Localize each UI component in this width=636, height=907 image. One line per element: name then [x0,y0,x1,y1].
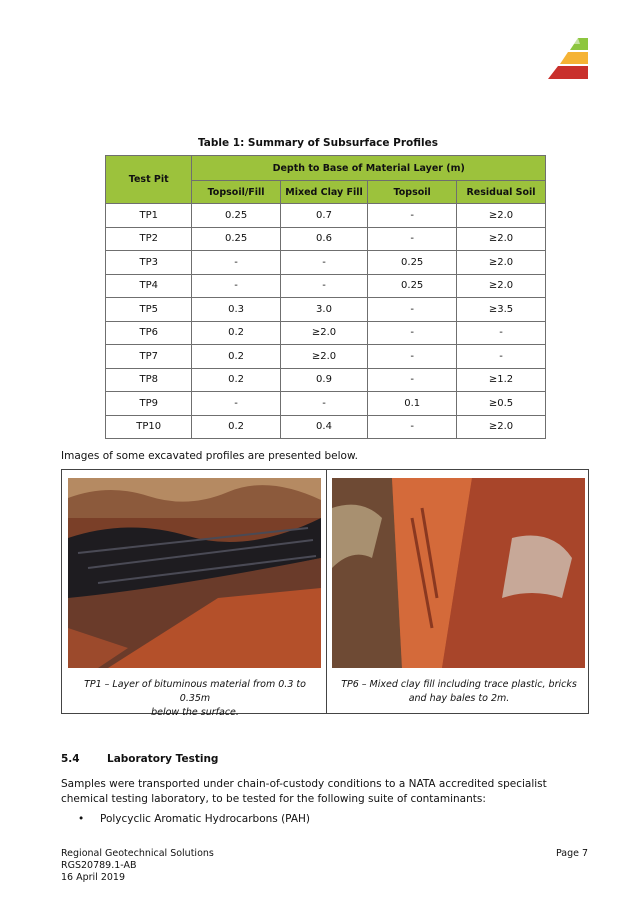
photo-caption-tp6 [334,678,584,706]
cell-value: - [368,204,457,228]
cell-pit: TP5 [106,298,192,322]
table-row [106,415,546,439]
cell-value: ≥2.0 [457,274,546,298]
table-row [106,227,546,251]
table-row [106,392,546,416]
table-row [106,298,546,322]
company-logo-icon [548,36,590,82]
footer-date: 16 April 2019 [61,872,126,883]
cell-value: 0.6 [280,227,368,251]
footer-company: Regional Geotechnical Solutions [61,848,214,859]
cell-value: 0.25 [368,251,457,275]
cell-value: - [192,392,280,416]
cell-value: - [368,415,457,439]
cell-pit: TP3 [106,251,192,275]
cell-value: ≥2.0 [457,415,546,439]
cell-pit: TP2 [106,227,192,251]
cell-value: 0.25 [192,204,280,228]
cell-value: 0.2 [192,415,280,439]
cell-value: - [280,251,368,275]
table-row [106,251,546,275]
cell-value: 0.2 [192,321,280,345]
cell-pit: TP7 [106,345,192,369]
photo-caption-line: TP1 – Layer of bituminous material from 0.3 to 0.35m [84,679,306,704]
cell-pit: TP1 [106,204,192,228]
cell-pit: TP8 [106,368,192,392]
images-intro-text: Images of some excavated profiles are presented below. [61,450,358,462]
section-heading [61,753,218,765]
cell-value: - [457,345,546,369]
cell-value: ≥2.0 [280,321,368,345]
header-residual-soil: Residual Soil [457,181,546,204]
cell-value: - [368,321,457,345]
footer [61,848,214,884]
cell-value: 0.1 [368,392,457,416]
page-number: Page 7 [556,848,589,859]
header-test-pit: Test Pit [106,156,192,204]
cell-value: 0.2 [192,345,280,369]
header-topsoil-fill: Topsoil/Fill [192,181,280,204]
cell-pit: TP9 [106,392,192,416]
photo-caption-line: below the surface. [151,707,239,718]
body-line: chemical testing laboratory, to be tested for the following suite of contaminants: [61,793,486,805]
header-topsoil: Topsoil [368,181,457,204]
section-number: 5.4 [61,753,80,765]
subsurface-profiles-table [105,155,546,439]
cell-value: ≥3.5 [457,298,546,322]
cell-value: - [368,368,457,392]
cell-value: - [192,274,280,298]
cell-value: - [280,392,368,416]
cell-value: 3.0 [280,298,368,322]
body-paragraph [61,777,547,807]
table-caption: Table 1: Summary of Subsurface Profiles [197,137,439,149]
photo-tp1 [68,478,321,668]
cell-pit: TP10 [106,415,192,439]
table-row [106,204,546,228]
cell-value: ≥1.2 [457,368,546,392]
bullet-dot-icon: • [78,813,85,825]
cell-value: - [368,345,457,369]
table-row [106,345,546,369]
cell-value: - [192,251,280,275]
photo-caption-line: and hay bales to 2m. [408,693,510,704]
section-title: Laboratory Testing [107,753,219,765]
header-mixed-clay-fill: Mixed Clay Fill [280,181,368,204]
cell-value: ≥2.0 [457,227,546,251]
cell-value: 0.25 [192,227,280,251]
photo-tp6 [332,478,585,668]
cell-value: 0.2 [192,368,280,392]
cell-value: 0.4 [280,415,368,439]
cell-value: - [368,298,457,322]
table-row [106,274,546,298]
table-row [106,368,546,392]
cell-value: - [368,227,457,251]
cell-value: ≥0.5 [457,392,546,416]
cell-value: 0.25 [368,274,457,298]
photo-panel [61,469,589,718]
photo-divider [326,470,327,713]
table-row [106,321,546,345]
photo-caption-tp1 [70,678,320,720]
cell-value: ≥2.0 [457,204,546,228]
body-line: Samples were transported under chain-of-custody conditions to a NATA accredited specialist [61,778,547,790]
bullet-text: Polycyclic Aromatic Hydrocarbons (PAH) [100,813,311,825]
cell-value: 0.7 [280,204,368,228]
cell-value: 0.3 [192,298,280,322]
bullet-item [78,813,310,825]
footer-ref: RGS20789.1-AB [61,860,137,871]
cell-value: - [280,274,368,298]
cell-pit: TP6 [106,321,192,345]
cell-value: 0.9 [280,368,368,392]
header-depth-group: Depth to Base of Material Layer (m) [192,156,546,181]
cell-value: ≥2.0 [457,251,546,275]
cell-value: ≥2.0 [280,345,368,369]
cell-pit: TP4 [106,274,192,298]
photo-caption-line: TP6 – Mixed clay fill including trace plastic, bricks [341,679,577,690]
cell-value: - [457,321,546,345]
